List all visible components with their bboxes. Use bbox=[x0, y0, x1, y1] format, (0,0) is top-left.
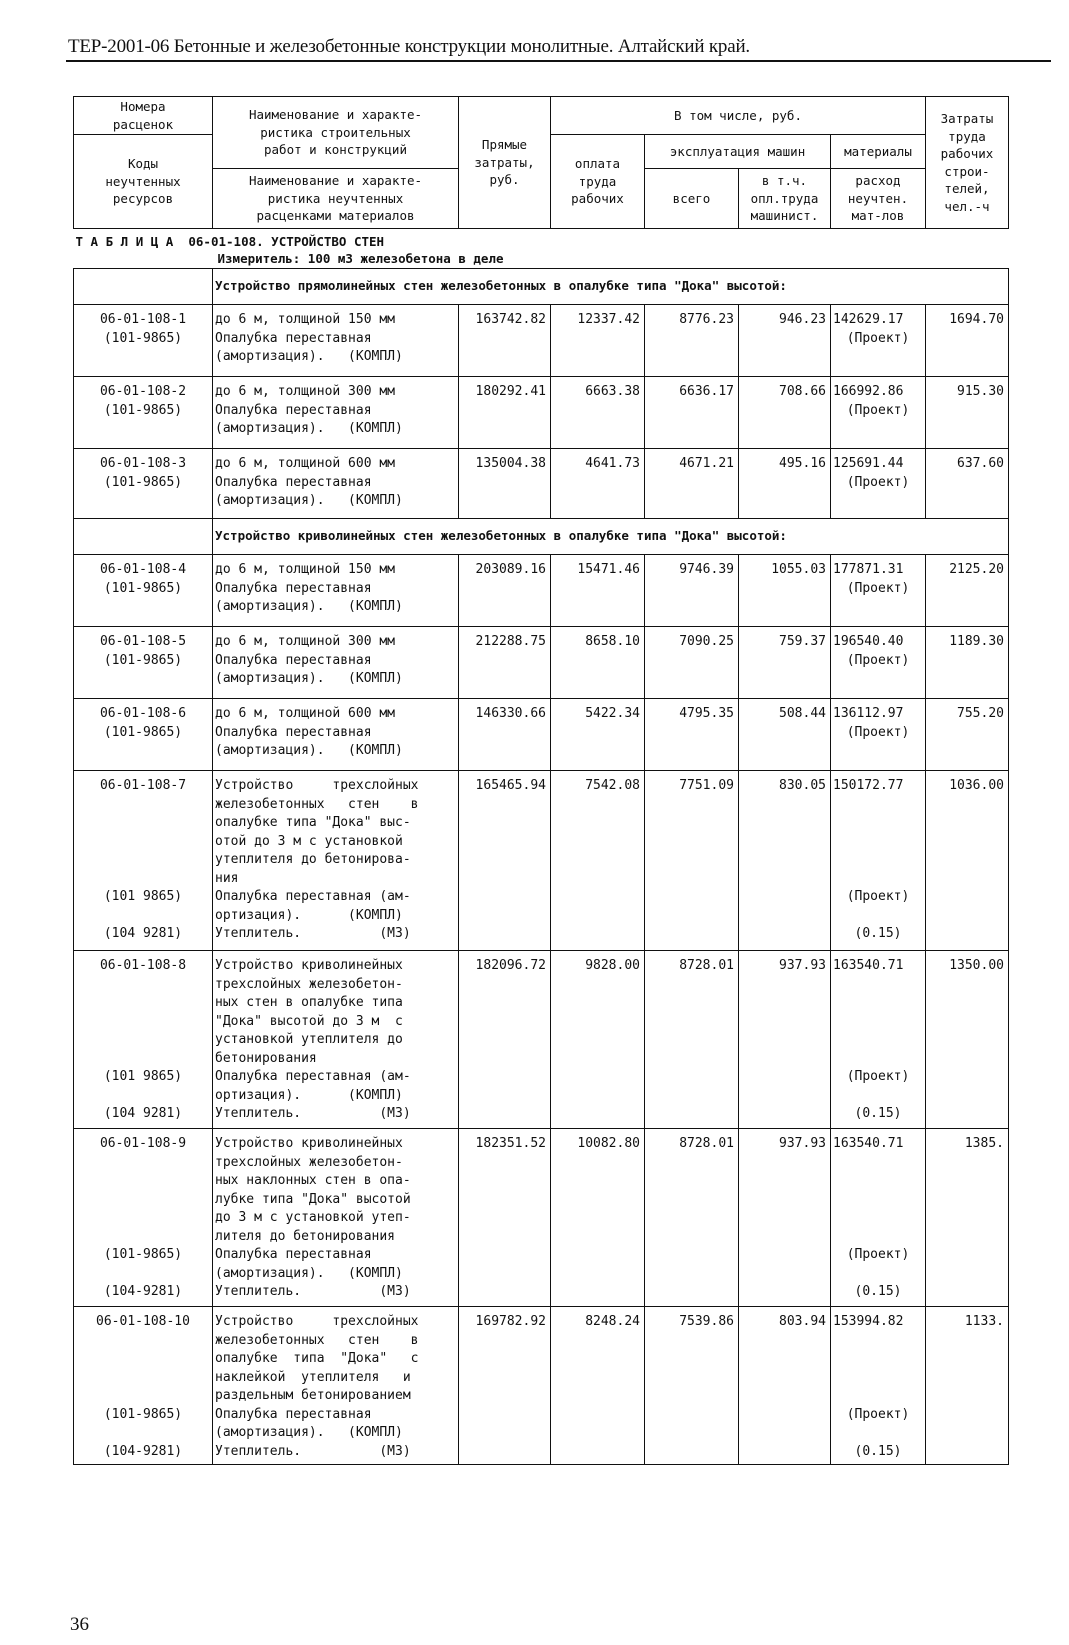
rate-row: 06-01-108-5 (101-9865) до 6 м, толщиной 300 мм Опалубка переставная (амортизация). (КОМПЛ) 212288.75 8658.10 7090.25 759.37 196540.40 (Проект) 1189.30 bbox=[74, 627, 1009, 699]
hdr-materials: материалы bbox=[831, 135, 926, 169]
rate-code: 06-01-108-6 (101-9865) bbox=[74, 699, 213, 771]
hdr-work-name: Наименование и характе- ристика строительных работ и конструкций bbox=[213, 97, 459, 169]
rate-row: 06-01-108-8 (101 9865) (104 9281) Устройство криволинейных трехслойных железобетон- ных стен в опалубке типа "Дока" высотой до 3 м с установкой утеплителя до бетонирования Опалубка переставная (ам- ортизация). (КОМПЛ) Утеплитель. (М3) 182096.72 9828.00 8728.01 937.93 163540.71 (Проект) (0.15) 1350.00 bbox=[74, 951, 1009, 1129]
rate-code: 06-01-108-7 (101 9865) (104 9281) bbox=[74, 771, 213, 951]
rate-code: 06-01-108-10 (101-9865) (104-9281) bbox=[74, 1307, 213, 1465]
hdr-machines: эксплуатация машин bbox=[645, 135, 831, 169]
rate-row: 06-01-108-4 (101-9865) до 6 м, толщиной 150 мм Опалубка переставная (амортизация). (КОМПЛ) 203089.16 15471.46 9746.39 1055.03 177871.31 (Проект) 2125.20 bbox=[74, 555, 1009, 627]
rate-code: 06-01-108-1 (101-9865) bbox=[74, 305, 213, 377]
page-header: ТЕР-2001-06 Бетонные и железобетонные конструкции монолитные. Алтайский край. bbox=[68, 36, 750, 57]
hdr-resource-codes: Коды неучтенных ресурсов bbox=[74, 135, 213, 229]
hdr-machines-total: всего bbox=[645, 169, 739, 229]
rate-row: 06-01-108-2 (101-9865) до 6 м, толщиной 300 мм Опалубка переставная (амортизация). (КОМПЛ) 180292.41 6663.38 6636.17 708.66 166992.86 (Проект) 915.30 bbox=[74, 377, 1009, 449]
rate-row: 06-01-108-10 (101-9865) (104-9281) Устройство трехслойных железобетонных стен в опалубке типа "Дока" с наклейкой утеплителя и раздельным бетонированием Опалубка переставная (амортизация). (КОМПЛ) Утеплитель. (М3) 169782.92 8248.24 7539.86 803.94 153994.82 (Проект) (0.15) 1133. bbox=[74, 1307, 1009, 1465]
hdr-rate-numbers: Номера расценок bbox=[74, 97, 213, 135]
header-rule bbox=[66, 60, 1051, 62]
hdr-labor: Затраты труда рабочих строи- телей, чел.-ч bbox=[926, 97, 1009, 229]
rate-row: 06-01-108-1 (101-9865) до 6 м, толщиной 150 мм Опалубка переставная (амортизация). (КОМПЛ) 163742.82 12337.42 8776.23 946.23 142629.17 (Проект) 1694.70 bbox=[74, 305, 1009, 377]
rate-row: 06-01-108-9 (101-9865) (104-9281) Устройство криволинейных трехслойных железобетон- ных наклонных стен в опа- лубке типа "Дока" высотой до 3 м с установкой утеп- лителя до бетонирования Опалубка переставная (амортизация). (КОМПЛ) Утеплитель. (М3) 182351.52 10082.80 8728.01 937.93 163540.71 (Проект) (0.15) 1385. bbox=[74, 1129, 1009, 1307]
hdr-direct-costs: Прямые затраты, руб. bbox=[459, 97, 551, 229]
rate-code: 06-01-108-4 (101-9865) bbox=[74, 555, 213, 627]
section-straight-walls: Устройство прямолинейных стен железобетонных в опалубке типа "Дока" высотой: bbox=[213, 269, 1009, 305]
hdr-machinist-pay: в т.ч. опл.труда машинист. bbox=[739, 169, 831, 229]
rate-code: 06-01-108-8 (101 9865) (104 9281) bbox=[74, 951, 213, 1129]
page-number: 36 bbox=[70, 1614, 89, 1635]
rate-code: 06-01-108-3 (101-9865) bbox=[74, 449, 213, 519]
rate-row: 06-01-108-6 (101-9865) до 6 м, толщиной 600 мм Опалубка переставная (амортизация). (КОМПЛ) 146330.66 5422.34 4795.35 508.44 136112.97 (Проект) 755.20 bbox=[74, 699, 1009, 771]
rate-code: 06-01-108-2 (101-9865) bbox=[74, 377, 213, 449]
section-curved-walls: Устройство криволинейных стен железобетонных в опалубке типа "Дока" высотой: bbox=[213, 519, 1009, 555]
hdr-pay: оплата труда рабочих bbox=[551, 135, 645, 229]
hdr-including: В том числе, руб. bbox=[551, 97, 926, 135]
hdr-material-use: расход неучтен. мат-лов bbox=[831, 169, 926, 229]
hdr-material-names: Наименование и характе- ристика неучтенных расценками материалов bbox=[213, 169, 459, 229]
rates-table bbox=[73, 96, 1009, 1465]
rate-row: 06-01-108-3 (101-9865) до 6 м, толщиной 600 мм Опалубка переставная (амортизация). (КОМПЛ) 135004.38 4641.73 4671.21 495.16 125691.44 (Проект) 637.60 bbox=[74, 449, 1009, 519]
rate-row: 06-01-108-7 (101 9865) (104 9281) Устройство трехслойных железобетонных стен в опалубке типа "Дока" выс- отой до 3 м с установкой утеплителя до бетонирова- ния Опалубка переставная (ам- ортизация). (КОМПЛ) Утеплитель. (М3) 165465.94 7542.08 7751.09 830.05 150172.77 (Проект) (0.15) 1036.00 bbox=[74, 771, 1009, 951]
table-title: Т А Б Л И Ц А 06-01-108. УСТРОЙСТВО СТЕН Измеритель: 100 м3 железобетона в деле bbox=[74, 229, 1009, 269]
rate-code: 06-01-108-9 (101-9865) (104-9281) bbox=[74, 1129, 213, 1307]
rate-code: 06-01-108-5 (101-9865) bbox=[74, 627, 213, 699]
